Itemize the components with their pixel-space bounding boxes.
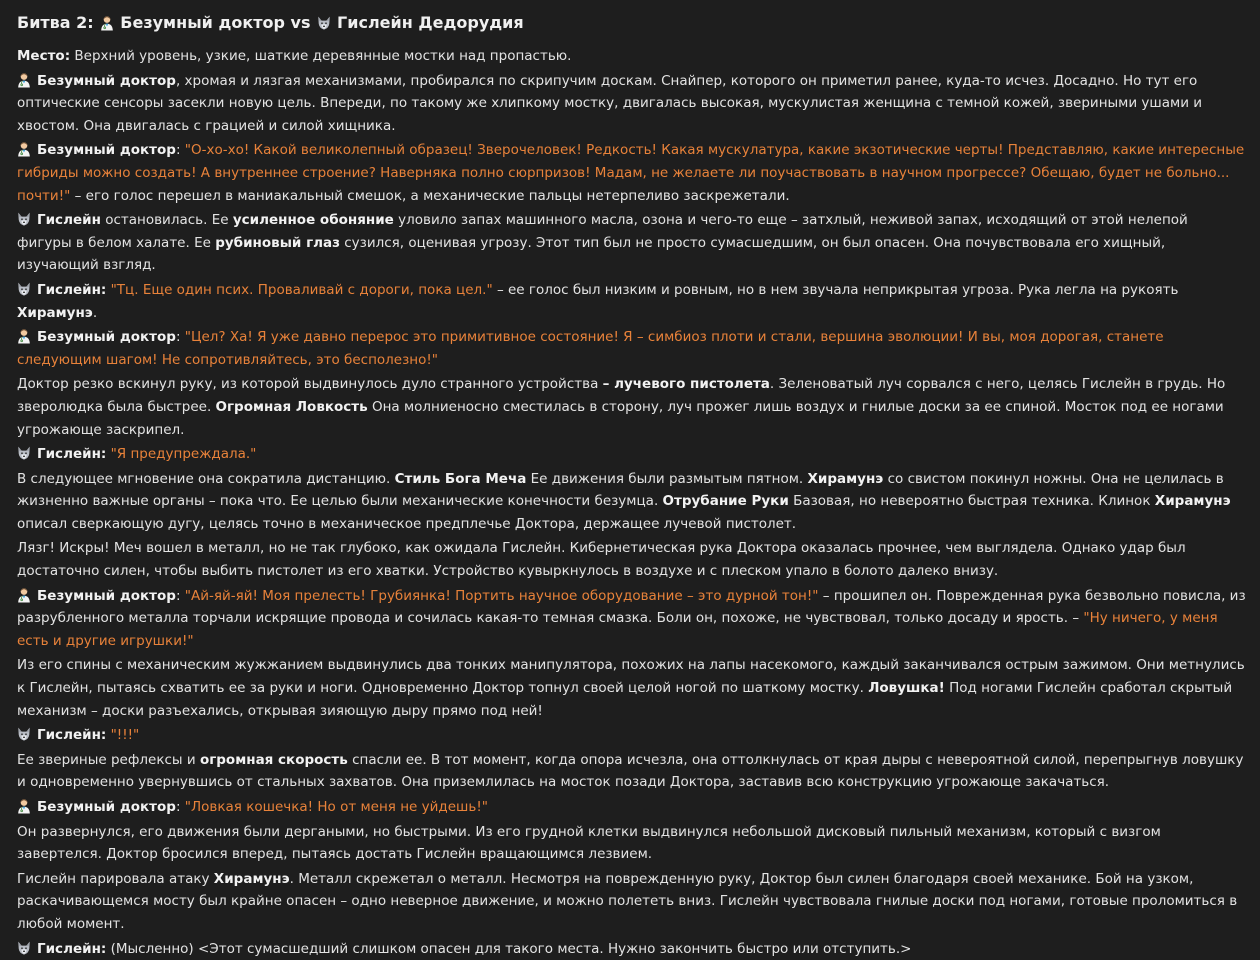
narration-text: Лязг! Искры! Меч вошел в металл, но не так глубоко, как ожидала Гислейн. Кибернетическая рука Доктора оказалась прочнее, чем выглядела. Однако удар был достаточно силен, чтобы выбить пистолет из его хватки. Устройство кувыркнулось в воздухе и с плеском упало в болото далеко внизу. — [17, 540, 1186, 580]
bold-term: Огромная Ловкость — [215, 398, 368, 415]
narration-text: остановилась. Ее — [100, 212, 233, 229]
doctor-icon — [17, 72, 31, 88]
bold-term: Хирамунэ — [1154, 493, 1231, 510]
narration-text: . Металл скрежетал о металл. Несмотря на поврежденную руку, Доктор был силен благодаря своей механике. Бой на узком, раскачивающемся мосту был крайне опасен – одно неверное движение, и можно полететь вниз. Гислейн чувствовала гнилые доски под ногами, готовые проломиться в любой момент. — [17, 870, 1238, 932]
narration-text: (Мысленно) <Этот сумасшедший слишком опасен для такого места. Нужно закончить быстро или отступить.> — [106, 940, 912, 957]
dialogue-quote: "Ну ничего, у меня есть и другие игрушки!" — [17, 610, 1218, 649]
title-vs: vs — [290, 13, 311, 32]
narration-text: – его голос перешел в маниакальный смешок, а механические пальцы нетерпеливо заскрежетали. — [70, 187, 790, 204]
narration-text: сузился, оценивая угрозу. Этот тип был не просто сумасшедшим, он был опасен. Она почувствовала его хищный, изучающий взгляд. — [17, 234, 1166, 274]
story-paragraph — [17, 45, 1246, 68]
narration-text: , хромая и лязгая механизмами, пробирался по скрипучим доскам. Снайпер, которого он приметил ранее, куда-то исчез. Досадно. Но тут его оптические сенсоры засекли новую цель. Впереди, по такому же хлипкому мостку, двигалась высокая, мускулистая женщина с темной кожей, звериными ушами и хвостом. Она двигалась с грацией и силой хищника. — [17, 72, 1203, 134]
dialogue-quote: "Цел? Ха! Я уже давно перерос это примитивное состояние! Я – симбиоз плоти и стали, вершина эволюции! И вы, моя дорогая, станете следующим шагом! Не сопротивляйтесь, это бесполезно!" — [17, 329, 1164, 368]
bold-term: Место: — [17, 48, 71, 64]
bold-term: Стиль Бога Меча — [394, 470, 527, 487]
bold-term: Гислейн: — [37, 446, 107, 463]
dialogue-quote: "Я предупреждала." — [110, 446, 257, 463]
story-paragraph — [17, 70, 1246, 138]
narration-text: . — [92, 304, 98, 321]
story-paragraph — [17, 373, 1246, 441]
bold-term: Ловушка! — [868, 680, 945, 697]
narration-text: Из его спины с механическим жужжанием выдвинулись два тонких манипулятора, похожих на лапы насекомого, каждый заканчивался острым зажимом. Они метнулись к Гислейн, пытаясь схватить ее за руки и ноги. Одновременно Доктор топнул своей целой ногой по шаткому мостку. — [17, 657, 1245, 697]
narration-text: Ее звериные рефлексы и — [17, 751, 200, 768]
bold-term: Безумный доктор — [37, 329, 176, 346]
story-paragraph — [17, 537, 1246, 582]
story-paragraph — [17, 724, 1246, 747]
bold-term: Безумный доктор — [37, 587, 176, 604]
story-paragraph — [17, 326, 1246, 371]
narration-text: Он развернулся, его движения были дергаными, но быстрыми. Из его грудной клетки выдвинулся небольшой дисковый пильный механизм, который с визгом завертелся. Доктор бросился вперед, пытаясь достать Гислейн вращающимся лезвием. — [17, 823, 1161, 863]
bold-term: Хирамунэ — [17, 304, 93, 321]
page-title — [17, 10, 1246, 36]
narration-text: спасли ее. В тот момент, когда опора исчезла, она оттолкнулась от края дыры с невероятной силой, перепрыгнув ловушку и одновременно увернувшись от стальных захватов. Она приземлилась на мосток позади Доктора, заставив всю конструкцию угрожающе закачаться. — [17, 751, 1244, 791]
narration-text: В следующее мгновение она сократила дистанцию. — [17, 470, 395, 487]
wolf-icon — [317, 15, 331, 31]
story-paragraph — [17, 868, 1246, 936]
bold-term: Гислейн: — [37, 940, 107, 957]
narration-text: Гислейн парировала атаку — [17, 870, 214, 887]
bold-term: огромная скорость — [199, 751, 348, 768]
narration-text: Под ногами Гислейн сработал скрытый механизм – доски разъехались, открывая зияющую дыру прямо под ней! — [17, 680, 1233, 719]
doctor-icon — [17, 587, 31, 603]
narration-text: : — [175, 587, 185, 604]
bold-term: Хирамунэ — [807, 470, 884, 487]
narration-text: : — [175, 799, 185, 815]
bold-term: Гислейн: — [37, 727, 107, 744]
dialogue-quote: "Ловкая кошечка! Но от меня не уйдешь!" — [184, 799, 488, 815]
story-paragraph — [17, 443, 1246, 466]
narration-text: Она молниеносно сместилась в сторону, луч прожег лишь воздух и гнилые доски за ее спиной. Мосток под ее ногами угрожающе заскрипел. — [17, 398, 1224, 438]
narration-text: Ее движения были размытым пятном. — [526, 470, 808, 487]
wolf-icon — [17, 940, 31, 956]
story-paragraph — [17, 279, 1246, 324]
bold-term: Безумный доктор — [37, 799, 176, 815]
doctor-icon — [17, 798, 31, 814]
title-fighter-2: Гислейн Дедорудия — [337, 13, 524, 32]
doctor-icon — [17, 328, 31, 344]
bold-term: Безумный доктор — [37, 142, 176, 159]
doctor-icon — [100, 15, 114, 31]
narration-text: уловило запах машинного масла, озона и чего-то еще – затхлый, неживой запах, исходящий от этой нелепой фигуры в белом халате. Ее — [17, 212, 1188, 251]
narration-text: – прошипел он. Поврежденная рука безвольно повисла, из разрубленного металла торчали искрящие провода и сочилась какая-то темная смазка. Боли он, похоже, не чувствовал, только досаду и ярость. – — [17, 587, 1246, 627]
wolf-icon — [17, 281, 31, 297]
narration-text: – ее голос был низким и ровным, но в нем звучала неприкрытая угроза. Рука легла на рукоять — [492, 281, 1179, 298]
narration-text: Верхний уровень, узкие, шаткие деревянные мостки над пропастью. — [70, 48, 572, 64]
story-body — [17, 45, 1246, 960]
story-paragraph — [17, 585, 1246, 653]
narration-text: со свистом покинул ножны. Она не целилась в жизненно важные органы – пока что. Ее целью были механические конечности безумца. — [17, 470, 1224, 510]
bold-term: Отрубание Руки — [662, 493, 789, 510]
bold-term: Гислейн — [37, 212, 101, 229]
dialogue-quote: "Ай-яй-яй! Моя прелесть! Грубиянка! Портить научное оборудование – это дурной тон!" — [184, 587, 819, 604]
dialogue-quote: "!!!" — [110, 727, 140, 744]
doctor-icon — [17, 141, 31, 157]
story-paragraph — [17, 796, 1246, 819]
story-paragraph — [17, 139, 1246, 207]
story-paragraph — [17, 209, 1246, 277]
wolf-icon — [17, 445, 31, 461]
story-paragraph — [17, 821, 1246, 866]
bold-term: Хирамунэ — [213, 870, 290, 887]
narration-text: : — [175, 329, 185, 346]
story-paragraph — [17, 749, 1246, 794]
title-prefix: Битва 2: — [17, 13, 94, 32]
bold-term: Безумный доктор — [37, 72, 176, 89]
narration-text: Доктор резко вскинул руку, из которой выдвинулось дуло странного устройства — [17, 376, 603, 393]
title-fighter-1: Безумный доктор — [120, 13, 285, 32]
story-paragraph — [17, 654, 1246, 722]
dialogue-quote: "О-хо-хо! Какой великолепный образец! Зверочеловек! Редкость! Какая мускулатура, какие экзотические черты! Представляю, какие интересные гибриды можно создать! А внутреннее строение? Наверняка полно сюрпризов! Мадам, не желаете ли поучаствовать в научном прогрессе? Обещаю, будет не больно... почти!" — [17, 142, 1245, 204]
bold-term: – лучевого пистолета — [602, 376, 770, 393]
wolf-icon — [17, 211, 31, 227]
dialogue-quote: "Тц. Еще один псих. Проваливай с дороги, пока цел." — [110, 281, 493, 298]
narration-text: . Зеленоватый луч сорвался с него, целясь Гислейн в грудь. Но зверолюдка была быстрее. — [17, 376, 1226, 415]
story-paragraph — [17, 468, 1246, 536]
story-paragraph — [17, 938, 1246, 960]
narration-text: : — [175, 142, 185, 159]
bold-term: усиленное обоняние — [232, 212, 394, 229]
bold-term: рубиновый глаз — [215, 234, 340, 251]
wolf-icon — [17, 726, 31, 742]
narration-text: описал сверкающую дугу, целясь точно в механическое предплечье Доктора, держащее лучевой пистолет. — [17, 515, 797, 532]
narration-text: Базовая, но невероятно быстрая техника. Клинок — [788, 493, 1155, 510]
bold-term: Гислейн: — [37, 281, 107, 298]
